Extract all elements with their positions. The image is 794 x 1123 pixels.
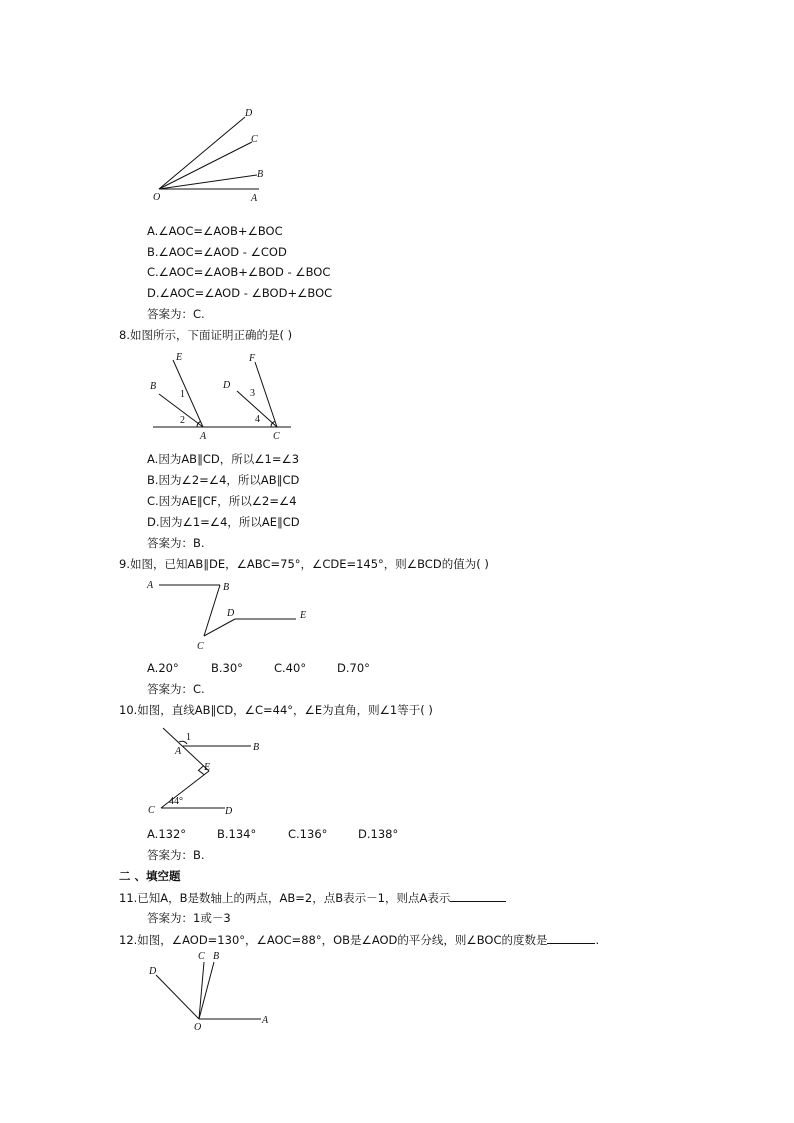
q7-label-a: A [251,193,258,204]
q8-label-1: 1 [180,389,185,400]
q7-label-o: O [153,192,161,203]
q7-option-d: D.∠AOC=∠AOD - ∠BOD+∠BOC [147,286,333,300]
q8-label-d: D [223,380,231,391]
q9-label-a: A [147,580,154,591]
q10-option-d: D.138° [358,827,399,841]
q10-label-d: D [225,806,233,817]
q7-option-a: A.∠AOC=∠AOB+∠BOC [147,224,283,238]
q9-stem: 9.如图，已知AB∥DE，∠ABC=75°，∠CDE=145°，则∠BCD的值为( ) [119,557,489,571]
q12-stem: 12.如图，∠AOD=130°，∠AOC=88°，OB是∠AOD的平分线，则∠BOC的度数是 [119,933,548,947]
q8-stem: 8.如图所示，下面证明正确的是( ) [119,328,293,342]
q11-stem-line [119,890,506,905]
q12-label-c: C [198,951,205,962]
q11-answer-blank[interactable] [450,890,506,902]
q8-option-d: D.因为∠1=∠4，所以AE∥CD [147,515,300,529]
q7-option-b: B.∠AOC=∠AOD - ∠COD [147,245,287,259]
q10-label-b: B [253,742,260,753]
q9-figure [145,576,315,654]
q10-option-c: C.136° [288,827,328,841]
q10-label-a: A [175,746,182,757]
section-fill-in-title: 二 、填空题 [119,869,181,883]
q9-answer: 答案为：C. [147,682,205,696]
q12-answer-blank[interactable] [547,932,595,944]
q12-figure [145,946,275,1032]
q8-figure [145,348,295,442]
q7-label-b: B [257,169,264,180]
q10-option-b: B.134° [217,827,257,841]
q8-label-2: 2 [180,415,185,426]
q9-option-b: B.30° [211,661,243,675]
q12-label-o: O [194,1022,202,1032]
q10-figure [145,724,265,820]
q12-label-b: B [213,951,220,962]
q9-option-d: D.70° [337,661,370,675]
q8-label-b: B [150,381,157,392]
q12-stem-line [119,932,599,947]
q9-label-d: D [227,608,235,619]
q7-label-d: D [245,108,253,119]
q8-label-a: A [200,431,207,442]
q10-label-44: 44° [169,796,183,807]
q7-answer: 答案为：C. [147,307,205,321]
q12-label-a: A [262,1015,269,1026]
q9-label-e: E [300,610,307,621]
q8-option-c: C.因为AE∥CF，所以∠2=∠4 [147,494,297,508]
q9-label-b: B [223,582,230,593]
q10-stem: 10.如图，直线AB∥CD，∠C=44°，∠E为直角，则∠1等于( ) [119,703,433,717]
q7-label-c: C [251,134,258,145]
q11-answer: 答案为：1或－3 [147,911,231,925]
q11-stem: 11.已知A，B是数轴上的两点，AB=2，点B表示－1，则点A表示 [119,891,451,905]
q8-option-a: A.因为AB∥CD，所以∠1=∠3 [147,452,300,466]
q10-label-e: E [204,762,211,773]
q7-figure [145,104,275,206]
q7-option-c: C.∠AOC=∠AOB+∠BOD - ∠BOC [147,265,331,279]
q10-label-1: 1 [186,732,191,743]
q9-option-a: A.20° [147,661,179,675]
q8-answer: 答案为：B. [147,536,205,550]
q10-answer: 答案为：B. [147,848,205,862]
q12-label-d: D [149,966,157,977]
q8-label-c: C [273,431,280,442]
q8-label-e: E [176,352,183,363]
q8-label-f: F [249,353,256,364]
q8-option-b: B.因为∠2=∠4，所以AB∥CD [147,473,300,487]
q8-label-3: 3 [250,388,255,399]
q10-label-c: C [148,805,155,816]
q8-label-4: 4 [255,414,260,425]
q9-label-c: C [197,641,204,652]
q12-stem-end: . [595,933,600,947]
q9-option-c: C.40° [274,661,307,675]
q10-option-a: A.132° [147,827,187,841]
